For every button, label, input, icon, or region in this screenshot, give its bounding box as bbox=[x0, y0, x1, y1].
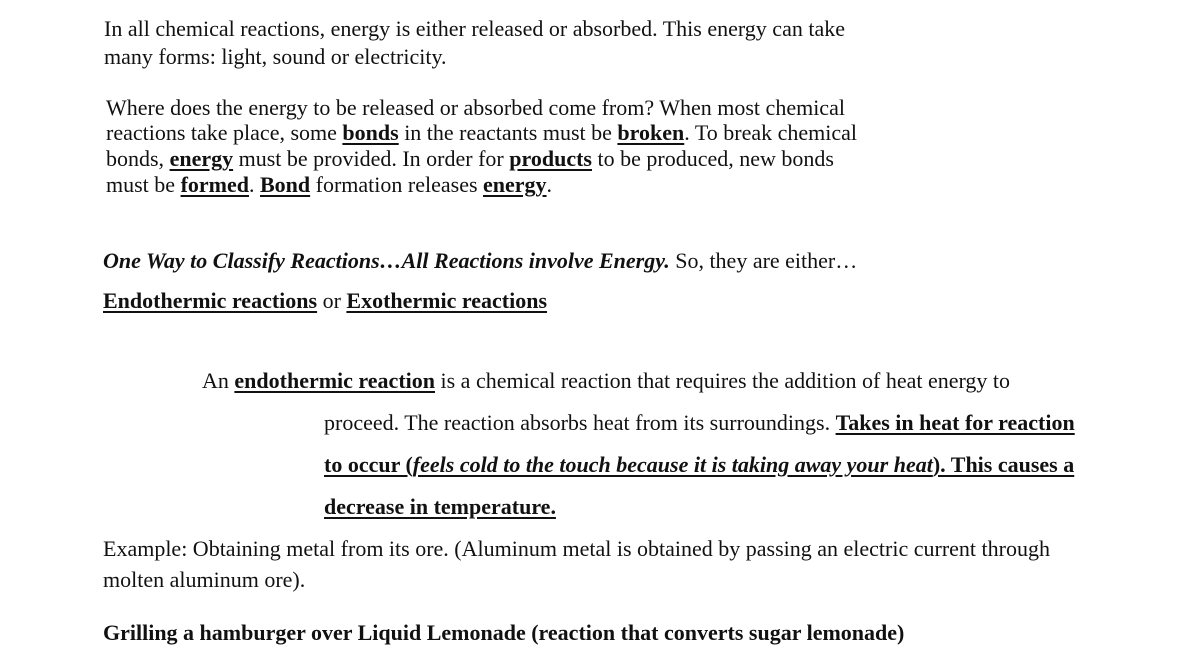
text: bonds, bbox=[106, 146, 170, 171]
text: . bbox=[546, 172, 553, 197]
endo-emphasis: to occur ( bbox=[324, 452, 413, 477]
exothermic-term: Exothermic reactions bbox=[346, 288, 548, 313]
keyword-products: products bbox=[509, 146, 592, 171]
endo-emphasis: decrease in temperature. bbox=[324, 494, 556, 519]
endo-def-line4 bbox=[324, 494, 556, 520]
keyword-bond: Bond bbox=[259, 172, 311, 197]
text: formation releases bbox=[310, 172, 484, 197]
example-line1: Example: Obtaining metal from its ore. (Aluminum metal is obtained by passing an electric current through bbox=[103, 536, 1050, 561]
text: must be bbox=[106, 172, 181, 197]
endothermic-term: Endothermic reactions bbox=[103, 288, 318, 313]
classify-heading-tail: So, they are either… bbox=[669, 248, 858, 273]
keyword-formed: formed bbox=[180, 172, 249, 197]
text: is a chemical reaction that requires the addition of heat energy to bbox=[435, 368, 1011, 393]
keyword-bonds: bonds bbox=[342, 120, 399, 145]
endothermic-reaction-term: endothermic reaction bbox=[234, 368, 435, 393]
endo-def-line3 bbox=[324, 452, 1074, 478]
para2-line2 bbox=[106, 120, 857, 146]
cutoff-line: Grilling a hamburger over Liquid Lemonade (reaction that converts sugar lemonade) bbox=[103, 620, 905, 645]
para1-line2: many forms: light, sound or electricity. bbox=[104, 44, 447, 69]
keyword-broken: broken bbox=[617, 120, 685, 145]
para2-line1: Where does the energy to be released or absorbed come from? When most chemical bbox=[106, 95, 845, 120]
para2-line3 bbox=[106, 146, 834, 172]
text: in the reactants must be bbox=[398, 120, 618, 145]
endo-emphasis-italic: feels cold to the touch because it is taking away your heat bbox=[412, 452, 933, 477]
classify-heading bbox=[103, 248, 857, 274]
text: to be produced, new bonds bbox=[591, 146, 834, 171]
para2-line4 bbox=[106, 172, 552, 198]
keyword-energy-2: energy bbox=[483, 172, 547, 197]
text: or bbox=[317, 288, 347, 313]
endo-def-line1 bbox=[202, 368, 1010, 394]
text: An bbox=[202, 368, 235, 393]
text: . To break chemical bbox=[684, 120, 858, 145]
cutoff-region bbox=[0, 612, 1200, 645]
text: must be provided. In order for bbox=[233, 146, 510, 171]
text: proceed. The reaction absorbs heat from its surroundings. bbox=[324, 410, 836, 435]
classify-heading-text: One Way to Classify Reactions…All Reactions involve Energy. bbox=[103, 248, 670, 273]
keyword-energy: energy bbox=[169, 146, 234, 171]
example-line2: molten aluminum ore). bbox=[103, 567, 306, 592]
classify-types bbox=[103, 288, 547, 314]
endo-def-line2 bbox=[324, 410, 1075, 436]
text: reactions take place, some bbox=[106, 120, 343, 145]
text: . bbox=[248, 172, 260, 197]
para1-line1: In all chemical reactions, energy is either released or absorbed. This energy can take bbox=[104, 16, 845, 41]
endo-emphasis: Takes in heat for reaction bbox=[835, 410, 1075, 435]
endo-emphasis: ). This causes a bbox=[932, 452, 1075, 477]
